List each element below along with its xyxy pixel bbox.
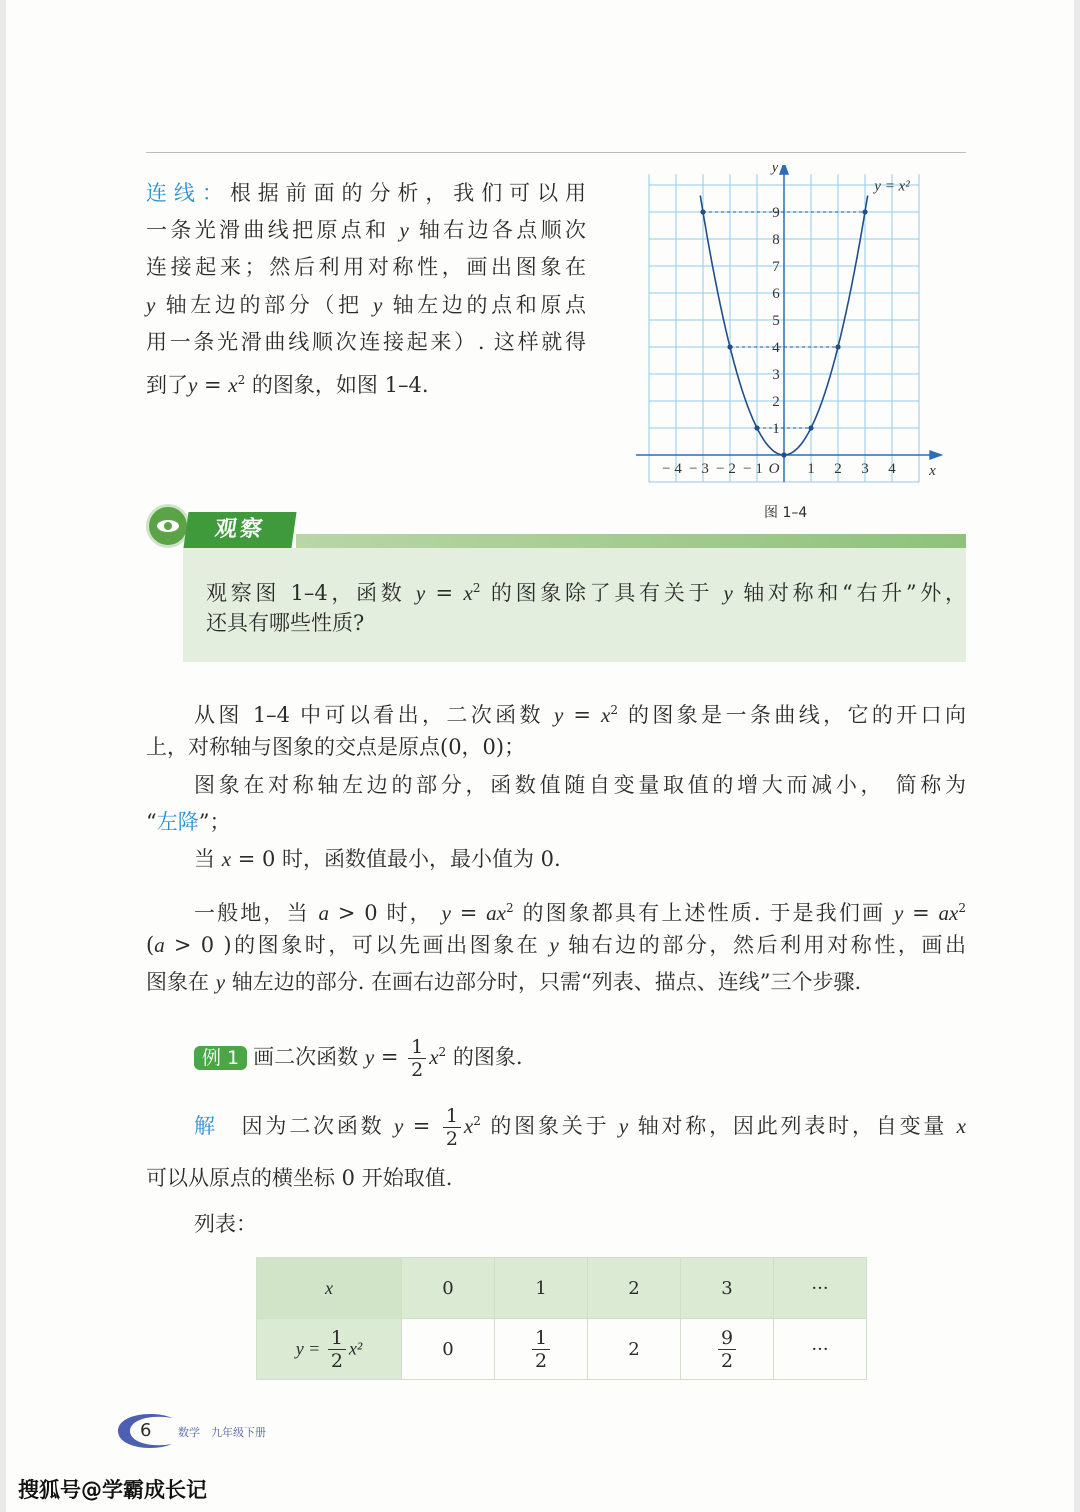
text-segment: 一般地，当 <box>194 901 319 925</box>
text-segment: 列表： <box>194 1212 257 1236</box>
y-tick-label: 5 <box>772 313 780 329</box>
data-point <box>754 425 759 430</box>
text-segment: y <box>188 373 198 397</box>
text-segment: y <box>415 581 426 605</box>
table-cell: ··· <box>774 1258 867 1319</box>
table-cell: 1 <box>495 1258 588 1319</box>
table-cell: 0 <box>402 1258 495 1319</box>
data-point <box>700 209 705 214</box>
y-tick-label: 1 <box>772 421 780 437</box>
text-segment: y <box>372 293 383 317</box>
text-segment: 还具有哪些性质? <box>206 611 365 635</box>
textbook-page <box>6 0 1074 1512</box>
text-segment: 轴对称，因此列表时，自变量 <box>628 1114 957 1138</box>
table-header-y: y = $\frac{1}{2}$ x² <box>257 1319 402 1380</box>
text-line <box>194 893 966 928</box>
text-line <box>194 770 966 800</box>
text-segment: y <box>893 901 904 925</box>
text-segment: 上，对称轴与图象的交点是原点(0，0)； <box>146 735 526 759</box>
highlight-term: 连线： <box>146 181 230 205</box>
exponent: 2 <box>237 373 246 387</box>
text-segment: 轴左边的部分. 在画右边部分时，只需“列表、描点、连线”三个步骤. <box>225 970 862 994</box>
text-segment: y <box>441 901 451 925</box>
x-tick-label: 1 <box>807 461 815 477</box>
table-cell: 2 <box>588 1319 681 1380</box>
text-segment: 轴右边各点顺次 <box>408 218 586 242</box>
text-segment: > 0 时， <box>329 901 442 925</box>
y-tick-label: 7 <box>772 259 780 275</box>
page-number: 6 <box>140 1420 152 1441</box>
data-point <box>727 344 732 349</box>
highlight-term: 解 <box>194 1114 218 1138</box>
y-axis-arrow-icon <box>779 165 789 175</box>
text-segment: y <box>723 581 733 605</box>
text-segment: x <box>221 847 232 871</box>
x-tick-label: − 3 <box>689 461 709 477</box>
data-point <box>862 209 867 214</box>
exponent: 2 <box>438 1045 447 1059</box>
text-segment: 的图象关于 <box>480 1114 619 1138</box>
text-segment: 画二次函数 <box>253 1045 365 1069</box>
table-cell: 2 <box>588 1258 681 1319</box>
y-tick-label: 2 <box>772 394 780 410</box>
text-line <box>146 327 586 357</box>
text-segment: x <box>463 1114 474 1138</box>
table-cell: $\frac{1}{2}$ <box>495 1319 588 1380</box>
x-tick-label: 4 <box>888 461 896 477</box>
text-segment: ax <box>486 901 506 925</box>
x-tick-label: 3 <box>861 461 869 477</box>
table-header-x: x <box>257 1258 402 1319</box>
table-cell: $\frac{9}{2}$ <box>681 1319 774 1380</box>
observe-label: 观察 <box>183 512 296 548</box>
text-segment: 根据前面的分析，我们可以用 <box>229 181 587 205</box>
text-line <box>146 290 586 320</box>
text-segment: x <box>601 703 611 727</box>
text-segment: x <box>429 1045 439 1069</box>
text-segment: = 0 时，函数值最小，最小值为 0. <box>231 847 561 871</box>
text-segment: y <box>618 1114 629 1138</box>
text-line <box>146 930 966 960</box>
text-segment: 的图象，如图 1–4. <box>245 373 429 397</box>
fraction: $\frac{1}{2}$ <box>443 1105 461 1150</box>
header-rule <box>146 152 966 153</box>
book-title: 数学 九年级下册 <box>178 1426 266 1439</box>
exponent: 2 <box>505 901 514 915</box>
text-segment: y <box>553 703 564 727</box>
text-line <box>146 252 586 282</box>
text-segment: 可以从原点的横坐标 0 开始取值. <box>146 1166 453 1190</box>
table-cell: 0 <box>402 1319 495 1380</box>
text-segment: = <box>197 373 229 397</box>
y-tick-label: 3 <box>772 367 780 383</box>
text-segment: 观察图 1–4，函数 <box>206 581 416 605</box>
fraction: $\frac{1}{2}$ <box>408 1036 426 1081</box>
text-segment: 的图象是一条曲线，它的开口向 <box>617 703 966 727</box>
text-segment: y <box>215 970 226 994</box>
text-segment: = <box>403 1114 440 1138</box>
text-line <box>194 1036 523 1081</box>
text-segment: “ <box>146 810 157 834</box>
value-table <box>256 1257 867 1380</box>
table-cell: 3 <box>681 1258 774 1319</box>
x-tick-label: − 2 <box>716 461 736 477</box>
text-segment: 轴对称和“右升”外， <box>732 581 966 605</box>
text-segment: 用一条光滑曲线顺次连接起来）. 这样就得 <box>146 330 586 354</box>
watermark: 搜狐号@学霸成长记 <box>18 1478 207 1502</box>
text-segment: 轴左边的点和原点 <box>382 293 586 317</box>
highlight-term: 左降 <box>156 810 199 834</box>
text-line <box>194 844 561 874</box>
x-axis-arrow-icon <box>929 450 943 460</box>
text-segment: x <box>228 373 238 397</box>
text-line <box>146 178 586 208</box>
text-segment: = <box>374 1045 406 1069</box>
text-segment: y <box>549 933 559 957</box>
text-segment: 的图象都具有上述性质. 于是我们画 <box>513 901 894 925</box>
text-line <box>146 967 861 997</box>
text-line <box>146 807 231 837</box>
text-segment: = <box>450 901 487 925</box>
text-segment: 当 <box>194 847 222 871</box>
origin-label: O <box>768 461 780 477</box>
text-line <box>146 732 525 762</box>
text-segment: 图象在 <box>146 970 216 994</box>
text-segment: 因为二次函数 <box>217 1114 394 1138</box>
x-axis-label: x <box>929 463 936 479</box>
x-tick-label: − 4 <box>662 461 682 477</box>
exponent: 2 <box>958 901 966 915</box>
text-segment: ( <box>146 933 155 957</box>
y-tick-label: 6 <box>772 286 780 302</box>
text-segment: a <box>318 901 330 925</box>
example-badge: 例 1 <box>194 1046 247 1070</box>
table-row-x <box>257 1258 867 1319</box>
text-segment: x <box>956 1114 966 1138</box>
text-line <box>194 1209 257 1239</box>
text-segment: 的图象. <box>446 1045 523 1069</box>
text-segment: a <box>154 933 165 957</box>
data-point <box>808 425 813 430</box>
text-segment: y <box>399 218 409 242</box>
x-tick-label: 2 <box>834 461 842 477</box>
exponent: 2 <box>472 581 481 595</box>
data-point <box>781 452 786 457</box>
table-row-y <box>257 1319 867 1380</box>
y-tick-label: 8 <box>772 232 780 248</box>
text-segment: = <box>563 703 602 727</box>
text-segment: ax <box>938 901 959 925</box>
exponent: 2 <box>473 1114 481 1128</box>
text-line <box>146 215 586 245</box>
text-line <box>206 573 966 608</box>
text-segment: ”； <box>198 810 231 834</box>
text-line <box>146 365 429 400</box>
text-segment: 到了 <box>146 373 188 397</box>
text-segment: 连接起来；然后利用对称性，画出图象在 <box>146 255 586 279</box>
parabola-graph <box>636 165 956 495</box>
text-segment: 轴右边的部分，然后利用对称性，画出 <box>558 933 966 957</box>
text-segment: = <box>425 581 464 605</box>
table-cell: ··· <box>774 1319 867 1380</box>
text-segment: = <box>903 901 939 925</box>
x-tick-label: − 1 <box>743 461 763 477</box>
text-line <box>194 1105 966 1150</box>
text-segment: > 0 )的图象时，可以先画出图象在 <box>164 933 550 957</box>
text-segment: 一条光滑曲线把原点和 <box>146 218 400 242</box>
data-point <box>835 344 840 349</box>
curve-label: y = x² <box>874 178 910 195</box>
y-tick-label: 4 <box>772 340 780 356</box>
text-line <box>206 608 364 638</box>
text-segment: x <box>463 581 473 605</box>
text-segment: 的图象除了具有关于 <box>480 581 724 605</box>
text-segment: y <box>364 1045 375 1069</box>
text-segment: 从图 1–4 中可以看出，二次函数 <box>194 703 554 727</box>
observe-banner-bar <box>296 534 966 548</box>
text-segment: 轴左边的部分（把 <box>155 293 373 317</box>
figure-caption: 图 1–4 <box>764 505 808 521</box>
exponent: 2 <box>610 703 618 717</box>
text-segment: y <box>146 293 156 317</box>
text-line <box>146 1163 452 1193</box>
text-line <box>194 695 966 730</box>
text-segment: y <box>393 1114 404 1138</box>
y-axis-label: y <box>771 165 779 176</box>
y-tick-label: 9 <box>772 205 780 221</box>
text-segment: 图象在对称轴左边的部分，函数值随自变量取值的增大而减小， 简称为 <box>194 773 966 797</box>
